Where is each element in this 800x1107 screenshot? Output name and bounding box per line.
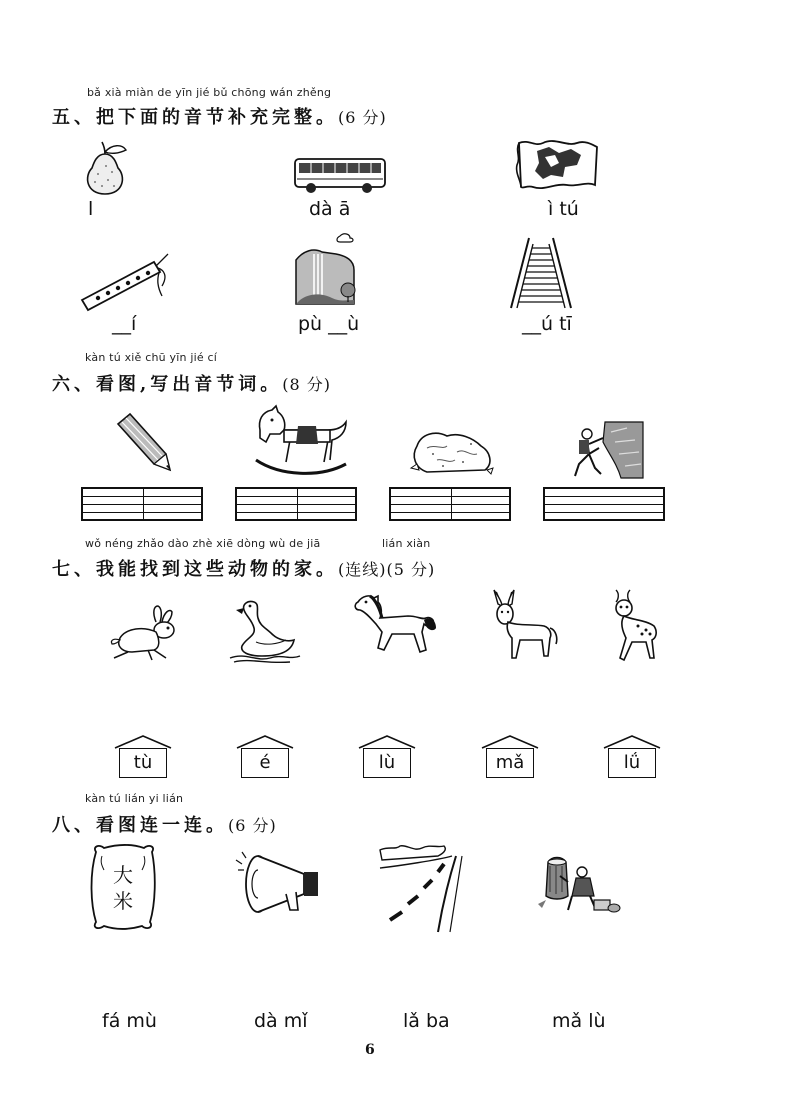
house-lu[interactable] <box>357 734 417 784</box>
bus-icon <box>293 155 389 195</box>
word-ma-lu: mǎ lù <box>552 1010 606 1032</box>
sec7-heading <box>52 555 435 581</box>
sec5-pinyin: bǎ xià miàn de yīn jié bǔ chōng wán zhěng <box>87 86 332 99</box>
answer-flute: __í <box>112 313 137 335</box>
sec6-title: 六、看图,写出音节词。 <box>52 374 283 395</box>
writing-grid-1[interactable] <box>81 487 203 521</box>
flute-icon <box>76 252 172 312</box>
house-label: lù <box>363 748 411 778</box>
page-number: 6 <box>365 1042 375 1058</box>
sec7-score: (连线)(5 分) <box>338 560 436 579</box>
svg-text:大: 大 <box>113 863 133 887</box>
sec5-score: (6 分) <box>338 108 387 127</box>
word-fa-mu: fá mù <box>102 1010 157 1032</box>
deer-icon <box>602 586 664 664</box>
megaphone-icon <box>234 850 326 918</box>
waterfall-icon <box>292 230 358 306</box>
house-ma[interactable] <box>480 734 540 784</box>
sec7-title: 七、我能找到这些动物的家。 <box>52 559 338 580</box>
map-icon <box>515 137 601 193</box>
sec8-pinyin: kàn tú lián yi lián <box>85 792 184 805</box>
road-icon <box>378 842 466 934</box>
rocking-horse-icon <box>250 404 350 480</box>
sec6-pinyin: kàn tú xiě chū yīn jié cí <box>85 351 217 364</box>
word-da-mi: dà mǐ <box>254 1010 308 1032</box>
donkey-icon <box>486 588 560 664</box>
stairs-icon <box>507 234 575 310</box>
house-e[interactable] <box>235 734 295 784</box>
svg-text:米: 米 <box>113 889 133 913</box>
house-label: lǘ <box>608 748 656 778</box>
pear-icon <box>80 138 130 196</box>
answer-waterfall: pù __ù <box>298 313 360 335</box>
answer-bus: dà ā <box>309 198 351 220</box>
sec8-title: 八、看图连一连。 <box>52 815 228 836</box>
rabbit-icon <box>108 604 180 662</box>
writing-grid-2[interactable] <box>235 487 357 521</box>
house-tu[interactable] <box>113 734 173 784</box>
rice-sack-icon <box>88 842 158 932</box>
sec6-heading <box>52 370 331 396</box>
rock-icon <box>407 426 495 476</box>
sec7-pinyin2: lián xiàn <box>382 537 431 550</box>
word-la-ba: lǎ ba <box>403 1010 450 1032</box>
answer-map: ì tú <box>548 198 579 220</box>
sec8-heading <box>52 811 277 837</box>
horse-icon <box>348 592 438 660</box>
mountain-climber-icon <box>565 418 645 480</box>
sec6-score: (8 分) <box>282 375 332 394</box>
sec5-title: 五、把下面的音节补充完整。 <box>52 107 338 128</box>
writing-grid-3[interactable] <box>389 487 511 521</box>
lumberjack-icon <box>532 852 622 918</box>
sec7-pinyin: wǒ néng zhǎo dào zhè xiē dòng wù de jiā <box>85 537 321 550</box>
house-label: é <box>241 748 289 778</box>
sec8-score: (6 分) <box>228 816 277 835</box>
goose-icon <box>226 596 302 664</box>
answer-stairs: __ú tī <box>522 313 572 335</box>
writing-grid-4[interactable] <box>543 487 665 521</box>
house-lv[interactable] <box>602 734 662 784</box>
answer-pear: l <box>88 198 94 220</box>
sec5-heading <box>52 103 387 129</box>
house-label: tù <box>119 748 167 778</box>
house-label: mǎ <box>486 748 534 778</box>
pencil-icon <box>110 410 176 474</box>
